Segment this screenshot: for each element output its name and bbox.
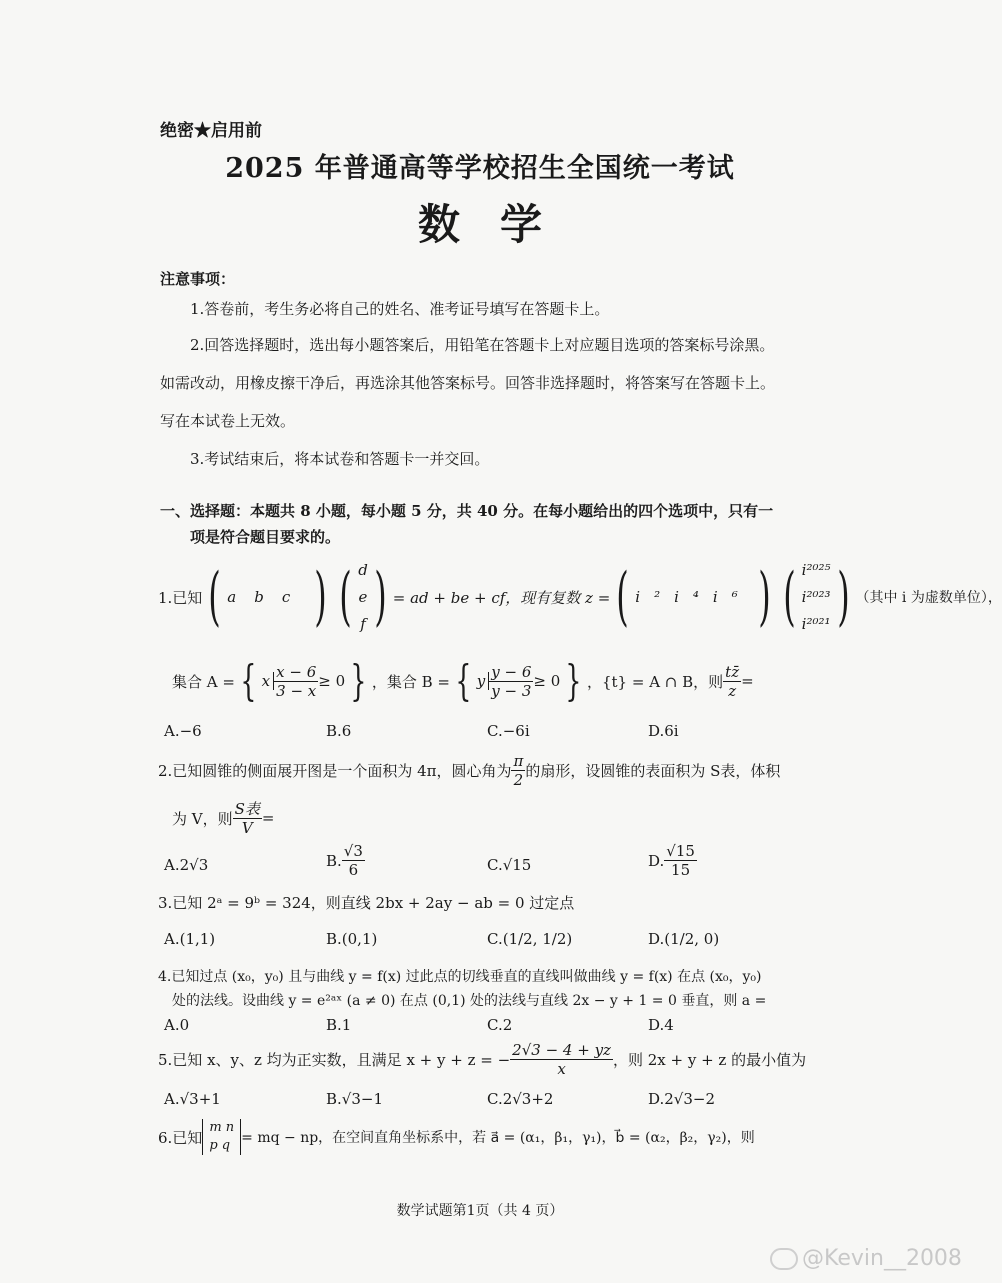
q1-set-b-label: ，集合 B = [371, 672, 451, 691]
q5-option-d: D.2√3−2 [648, 1090, 716, 1108]
notice-item-2-end: 写在本试卷上无效。 [160, 412, 296, 430]
q1-set-a-var: x [262, 672, 274, 690]
q1-option-b: B.6 [326, 722, 352, 740]
brace-right: } [565, 656, 582, 705]
subject-title: 数学 [417, 200, 582, 249]
q5-fraction: $\frac{2√3 - 4 + yz}{x}$ [512, 1040, 611, 1078]
q2-text-c: 为 V，则 [172, 809, 233, 828]
q2-angle-fraction: $\frac{\pi}{2}$ [513, 751, 524, 789]
q1-set-a-label: 集合 A = [172, 672, 235, 691]
q2-text-a: 2.已知圆锥的侧面展开图是一个面积为 4π，圆心角为 [158, 761, 512, 780]
q2-text-d: = [261, 809, 275, 827]
q1-set-b-fraction: $\frac{y - 6}{y - 3}$ [491, 662, 532, 700]
q4-option-c: C.2 [487, 1016, 513, 1034]
right-paren: ) [836, 560, 850, 634]
q2-option-b: B. $\frac{√3}{6}$ [326, 842, 363, 879]
left-paren: ( [616, 560, 630, 634]
q2-option-a: A.2√3 [164, 856, 209, 874]
q1-z-col: i²⁰²⁵ i²⁰²³ i²⁰²¹ [801, 560, 831, 633]
q1-option-c: C.−6i [487, 722, 530, 740]
q2-option-d: D. $\frac{√15}{15}$ [648, 842, 695, 879]
q1-col-vector: d e f [358, 560, 368, 633]
question-5 [158, 1036, 806, 1082]
q4-option-b: B.1 [326, 1016, 352, 1034]
q1-set-a-tail: ≥ 0 [318, 672, 346, 690]
page-footer: 数学试题第1页（共 4 页） [396, 1203, 564, 1219]
question-6 [158, 1116, 755, 1158]
q1-prefix: 1.已知 [158, 588, 203, 607]
q2-option-c: C.√15 [487, 856, 532, 874]
q6-determinant: m n p q [202, 1119, 241, 1155]
weibo-icon [770, 1248, 798, 1270]
question-2-line-2 [172, 796, 274, 840]
q5-option-b: B.√3−1 [326, 1090, 384, 1108]
q1-ask-tail: = [741, 672, 754, 690]
notice-item-1: 1.答卷前，考生务必将自己的姓名、准考证号填写在答题卡上。 [190, 300, 610, 318]
q1-equation: = ad + be + cf，现有复数 z = [392, 588, 611, 607]
q1-intersection: ，{t} = A ∩ B，则 [586, 672, 724, 691]
right-paren: ) [314, 560, 327, 634]
right-paren: ) [374, 560, 387, 634]
watermark [770, 1246, 962, 1271]
brace-right: } [350, 656, 367, 705]
q6-prefix: 6.已知 [158, 1128, 203, 1147]
brace-left: { [455, 656, 472, 705]
left-paren: ( [782, 560, 796, 634]
confidential-label: 绝密★启用前 [160, 121, 262, 141]
q1-set-b-var: y [477, 672, 489, 690]
q1-row-vector: abc [227, 588, 309, 606]
question-4-line-1: 4.已知过点 (x₀，y₀) 且与曲线 y = f(x) 过此点的切线垂直的直线叫做曲线 y = f(x) 在点 (x₀，y₀) [158, 969, 762, 985]
left-paren: ( [339, 560, 352, 634]
q3-option-d: D.(1/2, 0) [648, 930, 720, 948]
exam-title: 2025 年普通高等学校招生全国统一考试 [225, 153, 735, 184]
section-1-heading: 一、选择题：本题共 8 小题，每小题 5 分，共 40 分。在每小题给出的四个选项中，只有一 [160, 502, 774, 520]
q2-text-b: 的扇形，设圆锥的表面积为 S表，体积 [525, 761, 781, 780]
left-paren: ( [208, 560, 222, 634]
q5-text-a: 5.已知 x、y、z 均为正实数，且满足 x + y + z = − [158, 1050, 511, 1069]
q1-note: （其中 i 为虚数单位）， [855, 590, 1002, 606]
q2-ratio-fraction: $\frac{\text{S表}}{V}$ [234, 799, 260, 837]
question-3: 3.已知 2ᵃ = 9ᵇ = 324，则直线 2bx + 2ay − ab = 0 过定点 [158, 894, 575, 912]
notice-item-2-cont: 如需改动，用橡皮擦干净后，再选涂其他答案标号。回答非选择题时，将答案写在答题卡上。 [160, 374, 776, 392]
q3-option-a: A.(1,1) [164, 930, 216, 948]
question-2-line-1 [158, 748, 780, 792]
q1-ask-fraction: $\frac{tz̄}{z}$ [725, 662, 740, 700]
q1-option-d: D.6i [648, 722, 679, 740]
q4-option-a: A.0 [164, 1016, 190, 1034]
right-paren: ) [757, 560, 771, 634]
watermark-text: @Kevin__2008 [802, 1246, 962, 1271]
q3-option-b: B.(0,1) [326, 930, 378, 948]
question-4-line-2: 处的法线。设曲线 y = e²ᵃˣ (a ≠ 0) 在点 (0,1) 处的法线与直线 2x − y + 1 = 0 垂直，则 a = [172, 993, 767, 1009]
notice-heading: 注意事项： [160, 270, 236, 288]
q5-option-c: C.2√3+2 [487, 1090, 554, 1108]
q1-z-row: i²i⁴i⁶ [635, 588, 752, 606]
q5-text-b: ，则 2x + y + z 的最小值为 [612, 1050, 807, 1069]
q2-option-d-fraction: $\frac{√15}{15}$ [666, 842, 695, 879]
q1-set-b-tail: ≥ 0 [533, 672, 561, 690]
notice-item-2: 2.回答选择题时，选出每小题答案后，用铅笔在答题卡上对应题目选项的答案标号涂黑。 [190, 336, 775, 354]
notice-item-3: 3.考试结束后，将本试卷和答题卡一并交回。 [190, 450, 490, 468]
q1-option-a: A.−6 [164, 722, 202, 740]
question-1-line-2 [172, 654, 754, 708]
q1-set-a-fraction: $\frac{x - 6}{3 - x}$ [276, 662, 317, 700]
question-1-line-1 [158, 552, 1002, 642]
q4-option-d: D.4 [648, 1016, 674, 1034]
q6-text: = mq − np，在空间直角坐标系中，若 a⃗ = (α₁，β₁，γ₁)，b⃗ = (α₂，β₂，γ₂)，则 [241, 1130, 755, 1146]
q3-option-c: C.(1/2, 1/2) [487, 930, 573, 948]
section-1-heading-cont: 项是符合题目要求的。 [190, 528, 341, 546]
q2-option-b-fraction: $\frac{√3}{6}$ [343, 842, 363, 879]
brace-left: { [240, 656, 257, 705]
q5-option-a: A.√3+1 [164, 1090, 221, 1108]
